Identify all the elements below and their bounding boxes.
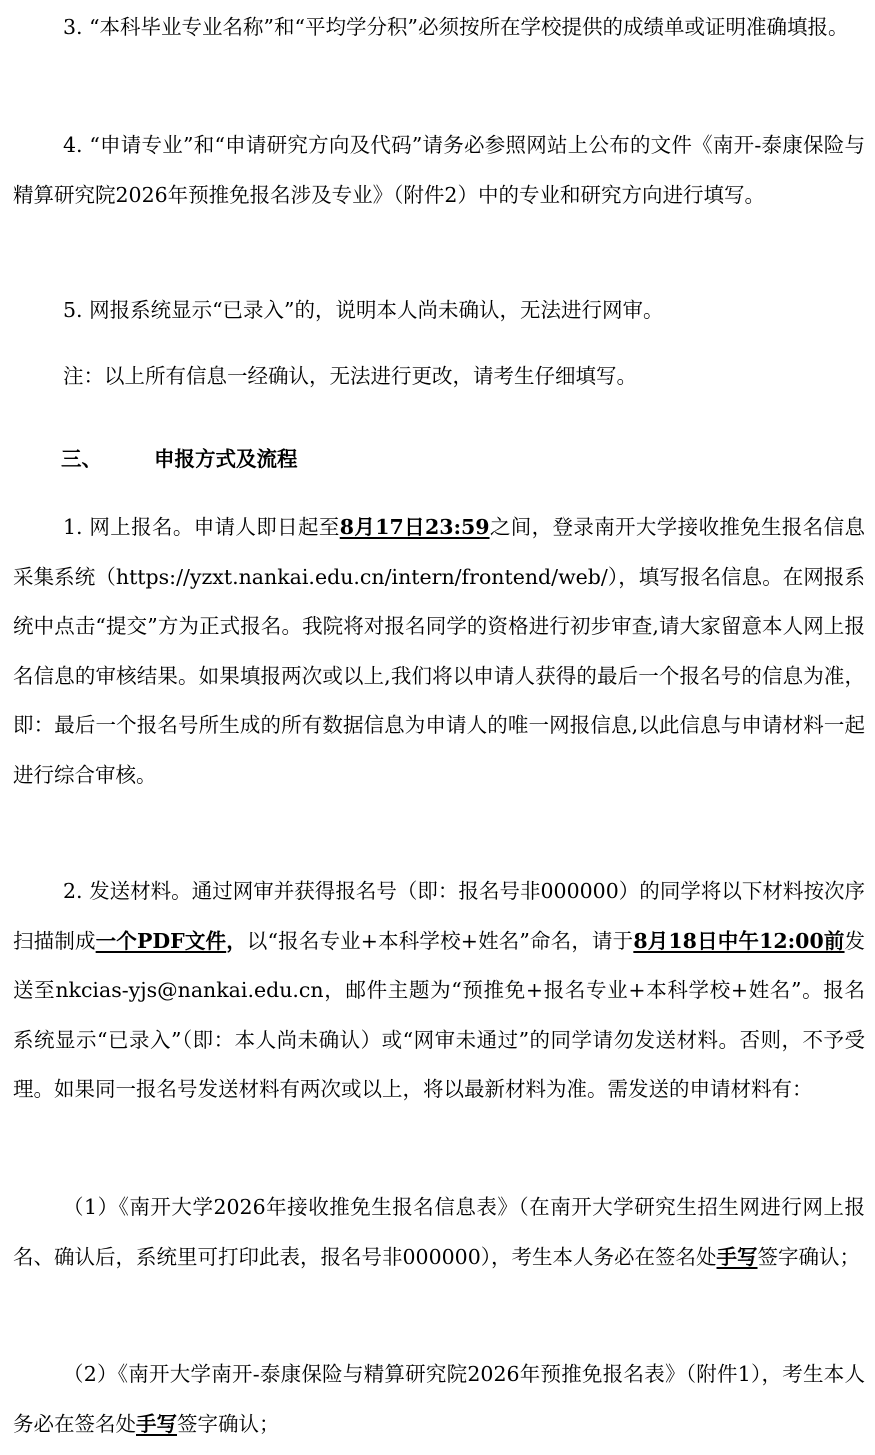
item-4-text: 4. “申请专业”和“申请研究方向及代码”请务必参照网站上公布的文件《南开-泰康保险与精算研究院2026年预推免报名涉及专业》（附件2）中的专业和研究方向进行填写。 [13, 133, 865, 207]
material-1-end: 签字确认； [757, 1244, 861, 1269]
step-2-body: 发送至nkcias-yjs@nankai.edu.cn，邮件主题为“预推免+报名专业+本科学校+姓名”。报名系统显示“已录入”（即：本人尚未确认）或“网审未通过”的同学请勿发送材料。否则，不予受理。如果同一报名号发送材料有两次或以上，将以最新材料为准。需发送的申请材料有： [13, 928, 866, 1101]
item-5-paragraph [13, 286, 865, 336]
step-2-comma: ， [226, 928, 247, 953]
note-paragraph [13, 352, 865, 402]
step-2-intro: 2. 发送材料。通过网审并获得报名号（即：报名号非000000）的同学将以下材料按次序扫描制成 [13, 879, 865, 953]
section-3-number: 三、 [61, 447, 102, 471]
step-1-paragraph [13, 503, 865, 800]
item-3-paragraph [13, 3, 865, 53]
material-2-paragraph [13, 1350, 865, 1449]
step-2-naming: 以“报名专业+本科学校+姓名”命名，请于 [246, 928, 634, 953]
material-1-paragraph [13, 1183, 865, 1282]
step-1-deadline: 8月17日23:59 [339, 515, 490, 539]
note-text: 注：以上所有信息一经确认，无法进行更改，请考生仔细填写。 [63, 364, 637, 388]
step-2-pdf-emphasis: 一个PDF文件 [95, 928, 227, 953]
step-2-paragraph [13, 867, 865, 1115]
section-3-title: 申报方式及流程 [154, 447, 298, 471]
material-1-text: （1）《南开大学2026年接收推免生报名信息表》（在南开大学研究生招生网进行网上报名、确认后，系统里可打印此表，报名号非000000），考生本人务必在签名处 [13, 1195, 865, 1269]
step-1-intro: 1. 网上报名。申请人即日起至 [63, 515, 340, 539]
material-2-end: 签字确认； [177, 1411, 280, 1436]
material-2-text: （2）《南开大学南开-泰康保险与精算研究院2026年预推免报名表》（附件1），考生本人务必在签名处 [13, 1362, 865, 1436]
section-3-heading [13, 435, 865, 485]
item-5-text: 5. 网报系统显示“已录入”的，说明本人尚未确认，无法进行网审。 [63, 298, 664, 322]
material-2-handwrite: 手写 [136, 1411, 177, 1436]
material-1-handwrite: 手写 [716, 1244, 758, 1269]
step-2-deadline: 8月18日中午12:00前 [633, 928, 845, 953]
step-1-body: 之间，登录南开大学接收推免生报名信息采集系统（https://yzxt.nankai.edu.cn/intern/frontend/web/），填写报名信息。在网报系统中点击“提交”方为正式报名。我院将对报名同学的资格进行初步审查,请大家留意本人网上报名信息的审核结果。如果填报两次或以上,我们将以申请人获得的最后一个报名号的信息为准，即：最后一个报名号所生成的所有数据信息为申请人的唯一网报信息,以此信息与申请材料一起进行综合审核。 [13, 515, 865, 787]
item-4-paragraph [13, 121, 865, 220]
item-3-text: 3. “本科毕业专业名称”和“平均学分积”必须按所在学校提供的成绩单或证明准确填报。 [63, 15, 849, 39]
